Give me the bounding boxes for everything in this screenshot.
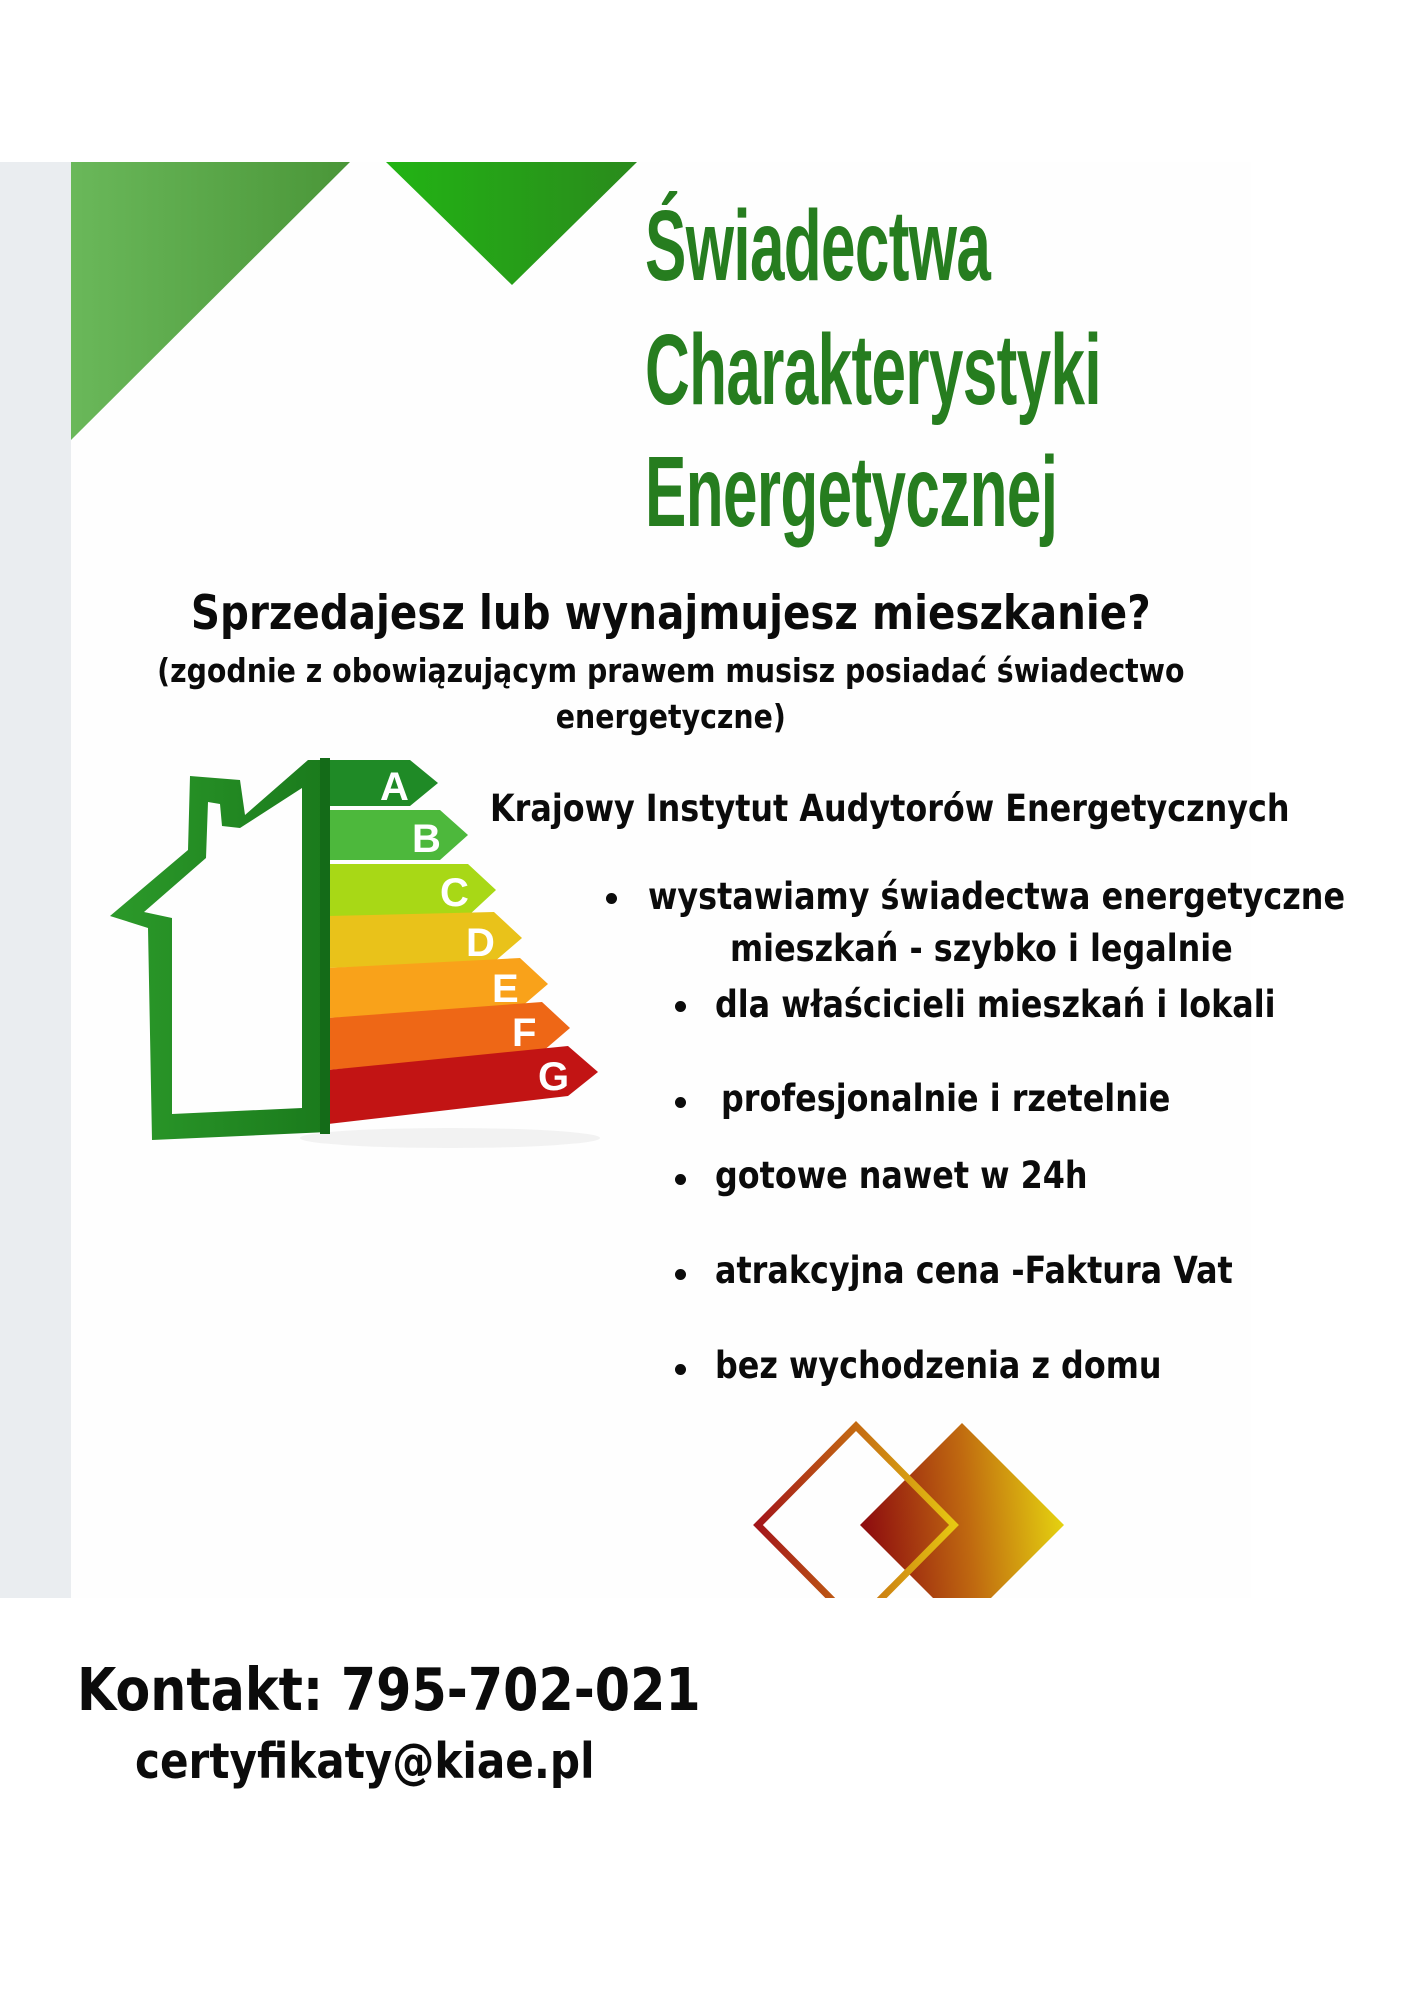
right-triangle-icon — [386, 162, 637, 285]
house-outline-icon — [110, 760, 328, 1140]
rating-letter-a: A — [380, 765, 409, 809]
bullet-1-text: wystawiamy świadectwa energetyczne — [648, 875, 1346, 918]
title-line-3: Energetycznej — [645, 436, 1058, 548]
rating-letter-d: D — [466, 921, 495, 965]
contact-phone: Kontakt: 795-702-021 — [77, 1655, 701, 1724]
rating-letter-f: F — [512, 1011, 537, 1055]
rating-letter-e: E — [492, 967, 519, 1011]
rating-letter-g: G — [538, 1055, 570, 1099]
bullet-dot-icon — [675, 1269, 686, 1280]
bullet-dot-icon — [606, 893, 617, 904]
headline-question: Sprzedajesz lub wynajmujesz mieszkanie? — [190, 586, 1151, 641]
bullet-6-text: bez wychodzenia z domu — [715, 1344, 1162, 1387]
legal-note-line-1: (zgodnie z obowiązującym prawem musisz posiadać świadectwo — [157, 651, 1185, 690]
bullet-2-text: dla właścicieli mieszkań i lokali — [715, 983, 1276, 1026]
rating-letter-b: B — [412, 817, 441, 861]
bullet-5-text: atrakcyjna cena -Faktura Vat — [715, 1249, 1233, 1292]
bullet-dot-icon — [675, 1097, 686, 1108]
bullet-4-text: gotowe nawet w 24h — [715, 1154, 1088, 1197]
company-name: Krajowy Instytut Audytorów Energetycznych — [490, 787, 1290, 830]
title-line-2: Charakterystyki — [645, 314, 1101, 426]
contact-email: certyfikaty@kiae.pl — [135, 1733, 595, 1790]
diamond-logo-icon — [740, 1400, 1080, 1600]
bullet-1-continuation: mieszkań - szybko i legalnie — [730, 927, 1233, 970]
legal-note-line-2: energetyczne) — [555, 697, 786, 736]
bullet-3-text: profesjonalnie i rzetelnie — [721, 1077, 1171, 1120]
rating-letter-c: C — [440, 871, 469, 915]
left-triangle-icon — [71, 162, 350, 440]
bullet-dot-icon — [675, 1174, 686, 1185]
bullet-dot-icon — [675, 1364, 686, 1375]
bullet-dot-icon — [675, 1001, 686, 1012]
title-line-1: Świadectwa — [645, 190, 991, 302]
